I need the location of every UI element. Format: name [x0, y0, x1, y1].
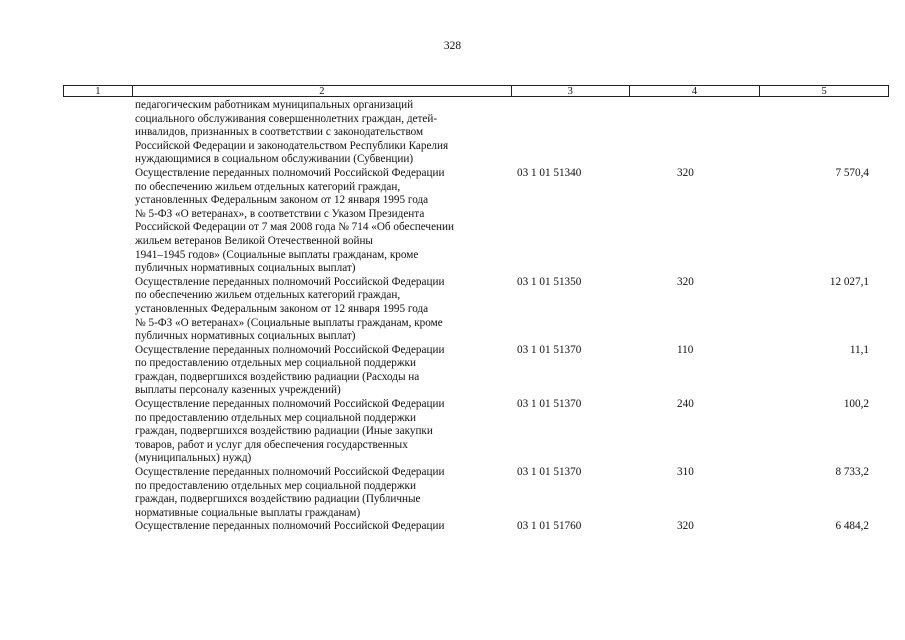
row-target-code: 03 1 01 51370 [517, 398, 582, 411]
row-amount: 12 027,1 [829, 275, 869, 288]
header-col-5: 5 [759, 86, 888, 96]
table-header-row [63, 85, 889, 97]
row-description [135, 344, 515, 398]
description-line: установленных Федеральным законом от 12 января 1995 года [135, 302, 429, 315]
description-line: жильем ветеранов Великой Отечественной войны [135, 234, 373, 247]
row-target-code: 03 1 01 51350 [517, 275, 582, 288]
row-expense-type: 320 [677, 275, 694, 288]
description-line: Осуществление переданных полномочий Российской Федерации [135, 166, 445, 179]
description-line: Российской Федерации от 7 мая 2008 года № 714 «Об обеспечении [135, 221, 454, 234]
row-description [135, 276, 515, 344]
description-line: Осуществление переданных полномочий Российской Федерации [135, 520, 445, 533]
table-row [63, 276, 889, 344]
description-line: Осуществление переданных полномочий Российской Федерации [135, 398, 445, 411]
header-col-3: 3 [511, 86, 629, 96]
description-line: нормативные социальные выплаты гражданам) [135, 506, 361, 519]
row-description [135, 466, 515, 520]
header-col-1: 1 [95, 86, 101, 97]
description-line: по предоставлению отдельных мер социальной поддержки [135, 411, 416, 424]
description-line: публичных нормативных социальных выплат) [135, 262, 356, 275]
description-line: педагогическим работникам муниципальных организаций [135, 99, 414, 111]
description-line: № 5-ФЗ «О ветеранах», в соответствии с Указом Президента [135, 207, 425, 220]
description-line: № 5-ФЗ «О ветеранах» (Социальные выплаты гражданам, кроме [135, 316, 443, 329]
row-expense-type: 320 [677, 166, 694, 179]
table-row [63, 520, 889, 534]
table-row [63, 466, 889, 520]
description-line: граждан, подвергшихся воздействию радиации (Расходы на [135, 370, 420, 383]
row-target-code: 03 1 01 51370 [517, 343, 582, 356]
row-target-code: 03 1 01 51760 [517, 520, 582, 533]
row-expense-type: 310 [677, 466, 694, 479]
description-line: выплаты персоналу казенных учреждений) [135, 384, 341, 397]
table-row [63, 167, 889, 276]
row-amount: 100,2 [843, 398, 869, 411]
description-line: нуждающимися в социальном обслуживании (Субвенции) [135, 153, 414, 166]
row-description [135, 99, 515, 167]
header-col-2: 2 [132, 86, 511, 96]
row-amount: 8 733,2 [835, 466, 869, 479]
table-row [63, 344, 889, 398]
description-line: по обеспечению жильем отдельных категорий граждан, [135, 289, 401, 302]
row-expense-type: 240 [677, 398, 694, 411]
description-line: Осуществление переданных полномочий Российской Федерации [135, 466, 445, 479]
description-line: по предоставлению отдельных мер социальной поддержки [135, 357, 416, 370]
row-description [135, 520, 515, 534]
description-line: товаров, работ и услуг для обеспечения государственных [135, 438, 408, 451]
description-line: публичных нормативных социальных выплат) [135, 330, 356, 343]
description-line: инвалидов, признанных в соответствии с законодательством [135, 126, 424, 139]
row-description [135, 398, 515, 466]
description-line: Осуществление переданных полномочий Российской Федерации [135, 343, 445, 356]
header-col-4: 4 [629, 86, 760, 96]
description-line: Российской Федерации и законодательством Республики Карелия [135, 139, 449, 152]
row-amount: 11,1 [849, 343, 869, 356]
description-line: Осуществление переданных полномочий Российской Федерации [135, 275, 445, 288]
description-line: граждан, подвергшихся воздействию радиации (Иные закупки [135, 425, 433, 438]
description-line: (муниципальных) нужд) [135, 452, 252, 465]
description-line: социального обслуживания совершеннолетних граждан, детей- [135, 112, 438, 125]
row-expense-type: 320 [677, 520, 694, 533]
table-row [63, 99, 889, 167]
budget-table [63, 85, 889, 534]
page-number: 328 [443, 40, 462, 52]
description-line: граждан, подвергшихся воздействию радиации (Публичные [135, 493, 421, 506]
description-line: по обеспечению жильем отдельных категорий граждан, [135, 180, 401, 193]
row-amount: 7 570,4 [835, 166, 869, 179]
table-body [63, 97, 889, 534]
table-row [63, 398, 889, 466]
description-line: установленных Федеральным законом от 12 января 1995 года [135, 194, 429, 207]
description-line: по предоставлению отдельных мер социальной поддержки [135, 479, 416, 492]
row-description [135, 167, 515, 276]
row-target-code: 03 1 01 51370 [517, 466, 582, 479]
row-target-code: 03 1 01 51340 [517, 166, 582, 179]
row-expense-type: 110 [677, 343, 694, 356]
row-amount: 6 484,2 [835, 520, 869, 533]
description-line: 1941–1945 годов» (Социальные выплаты гражданам, кроме [135, 248, 419, 261]
